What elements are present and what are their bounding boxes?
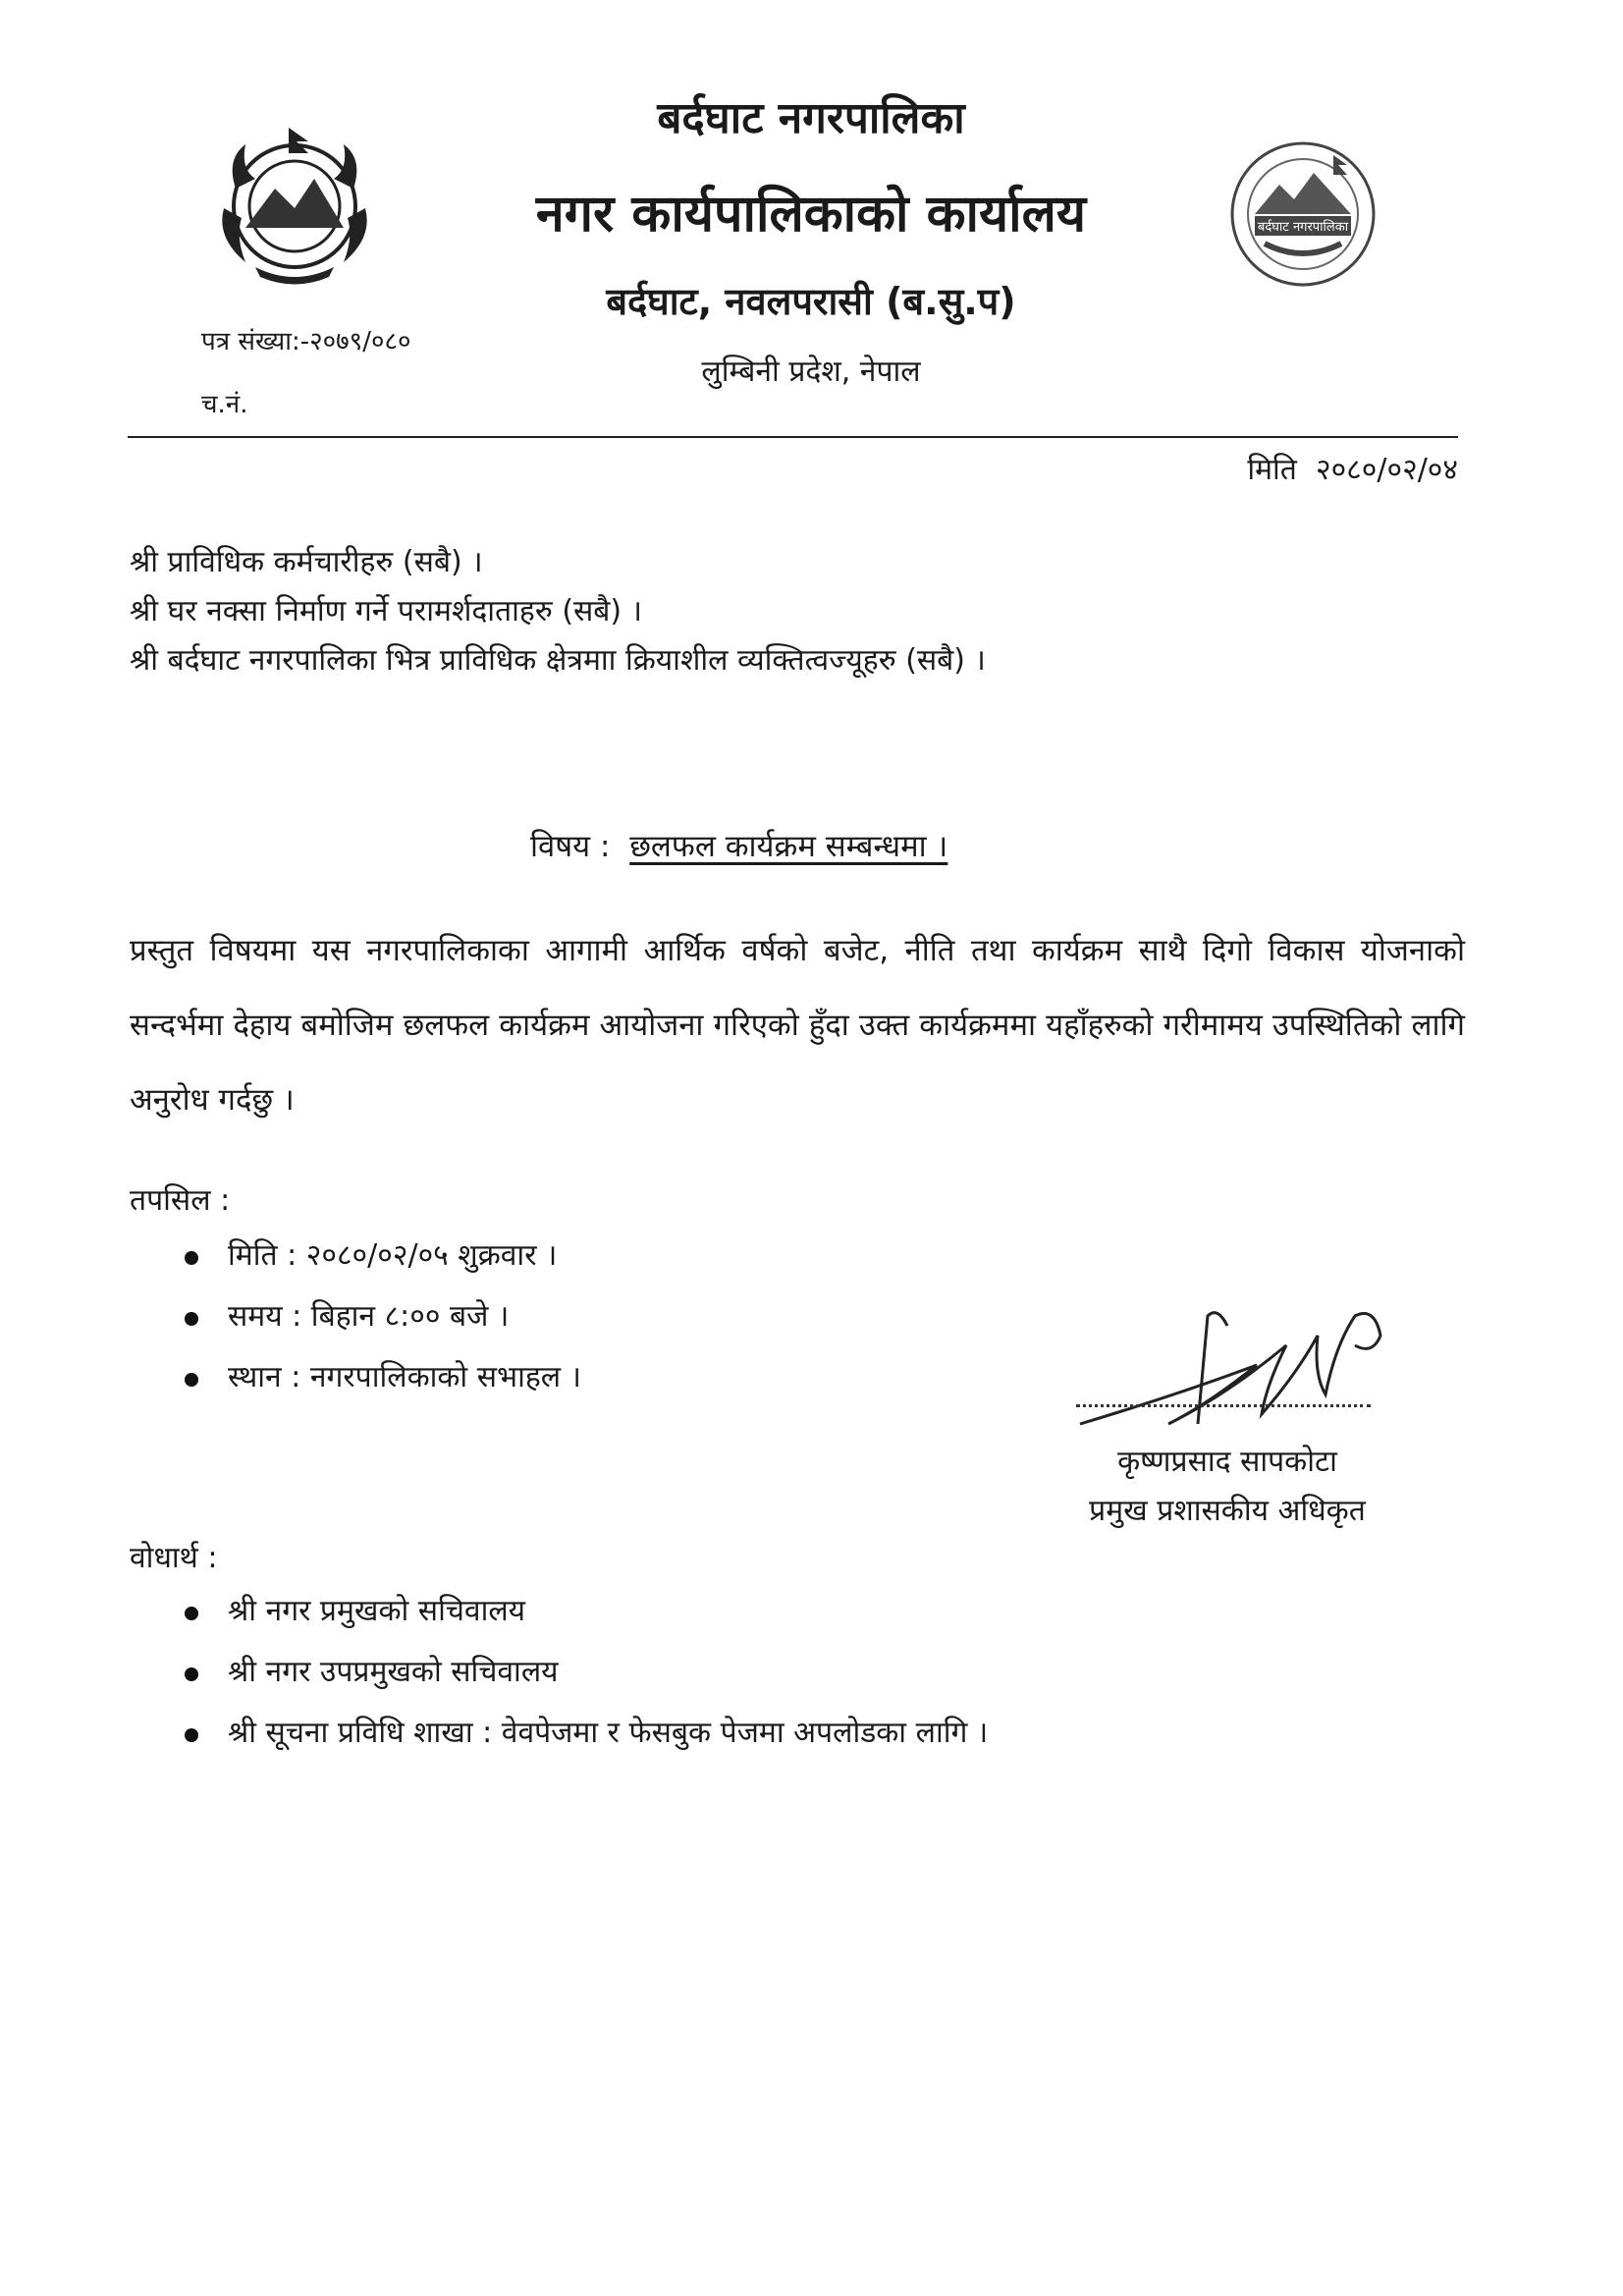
signature-dotted-line xyxy=(1076,1404,1371,1407)
list-item: श्री नगर प्रमुखको सचिवालय xyxy=(185,1581,988,1642)
recipient-line: श्री प्राविधिक कर्मचारीहरु (सबै) । xyxy=(130,545,483,579)
reference-number: पत्र संख्या:-२०७९/०८० xyxy=(201,327,411,356)
cc-list xyxy=(185,1581,988,1764)
letter-body: प्रस्तुत विषयमा यस नगरपालिकाका आगामी आर्थिक वर्षको बजेट, नीति तथा कार्यक्रम साथै दिगो विकास योजनाको सन्दर्भमा देहाय बमोजिम छलफल कार्यक्रम आयोजना गरिएको हुँदा उक्त कार्यक्रममा यहाँहरुको गरीमामय उपस्थितिको लागि अनुरोध गर्दछु । xyxy=(130,933,1465,1118)
office-name: नगर कार्यपालिकाको कार्यालय xyxy=(535,185,1087,244)
list-item: मिति : २०८०/०२/०५ शुक्रवार । xyxy=(185,1226,581,1286)
header-divider xyxy=(128,436,1458,438)
province-name: लुम्बिनी प्रदेश, नेपाल xyxy=(701,355,921,389)
cc-heading: वोधार्थ : xyxy=(130,1541,218,1575)
signatory-name: कृष्णप्रसाद सापकोटा xyxy=(1117,1445,1337,1479)
recipient-line: श्री घर नक्सा निर्माण गर्ने परामर्शदाताहरु (सबै) । xyxy=(130,594,643,629)
signature-icon xyxy=(1060,1277,1394,1434)
letter-date xyxy=(1247,448,1458,488)
recipient-line: श्री बर्दघाट नगरपालिका भित्र प्राविधिक क्षेत्रमाा क्रियाशील व्यक्तित्वज्यूहरु (सबै) । xyxy=(130,643,986,678)
date-label: मिति xyxy=(1247,453,1297,487)
seal-text: बर्दघाट नगरपालिका xyxy=(1257,220,1349,235)
recipients-list xyxy=(130,538,986,685)
list-item: श्री सूचना प्रविधि शाखा : वेवपेजमा र फेसबुक पेजमा अपलोडका लागि । xyxy=(185,1703,988,1764)
office-address: बर्दघाट, नवलपरासी (ब.सु.प) xyxy=(606,280,1016,323)
subject-label: विषय : xyxy=(530,829,611,864)
list-item: समय : बिहान ८:०० बजे । xyxy=(185,1286,581,1347)
subject-text: छलफल कार्यक्रम सम्बन्धमा । xyxy=(629,829,948,864)
subject-line xyxy=(530,825,947,866)
municipality-name: बर्दघाट नगरपालिका xyxy=(657,93,965,143)
list-item: स्थान : नगरपालिकाको सभाहल । xyxy=(185,1347,581,1408)
details-list xyxy=(185,1226,581,1408)
dispatch-number: च.नं. xyxy=(201,390,248,419)
nepal-government-emblem-icon xyxy=(206,120,383,287)
list-item: श्री नगर उपप्रमुखको सचिवालय xyxy=(185,1642,988,1703)
signatory-designation: प्रमुख प्रशासकीय अधिकृत xyxy=(1089,1494,1366,1528)
date-value: २०८०/०२/०४ xyxy=(1315,453,1458,487)
details-heading: तपसिल : xyxy=(130,1183,231,1218)
